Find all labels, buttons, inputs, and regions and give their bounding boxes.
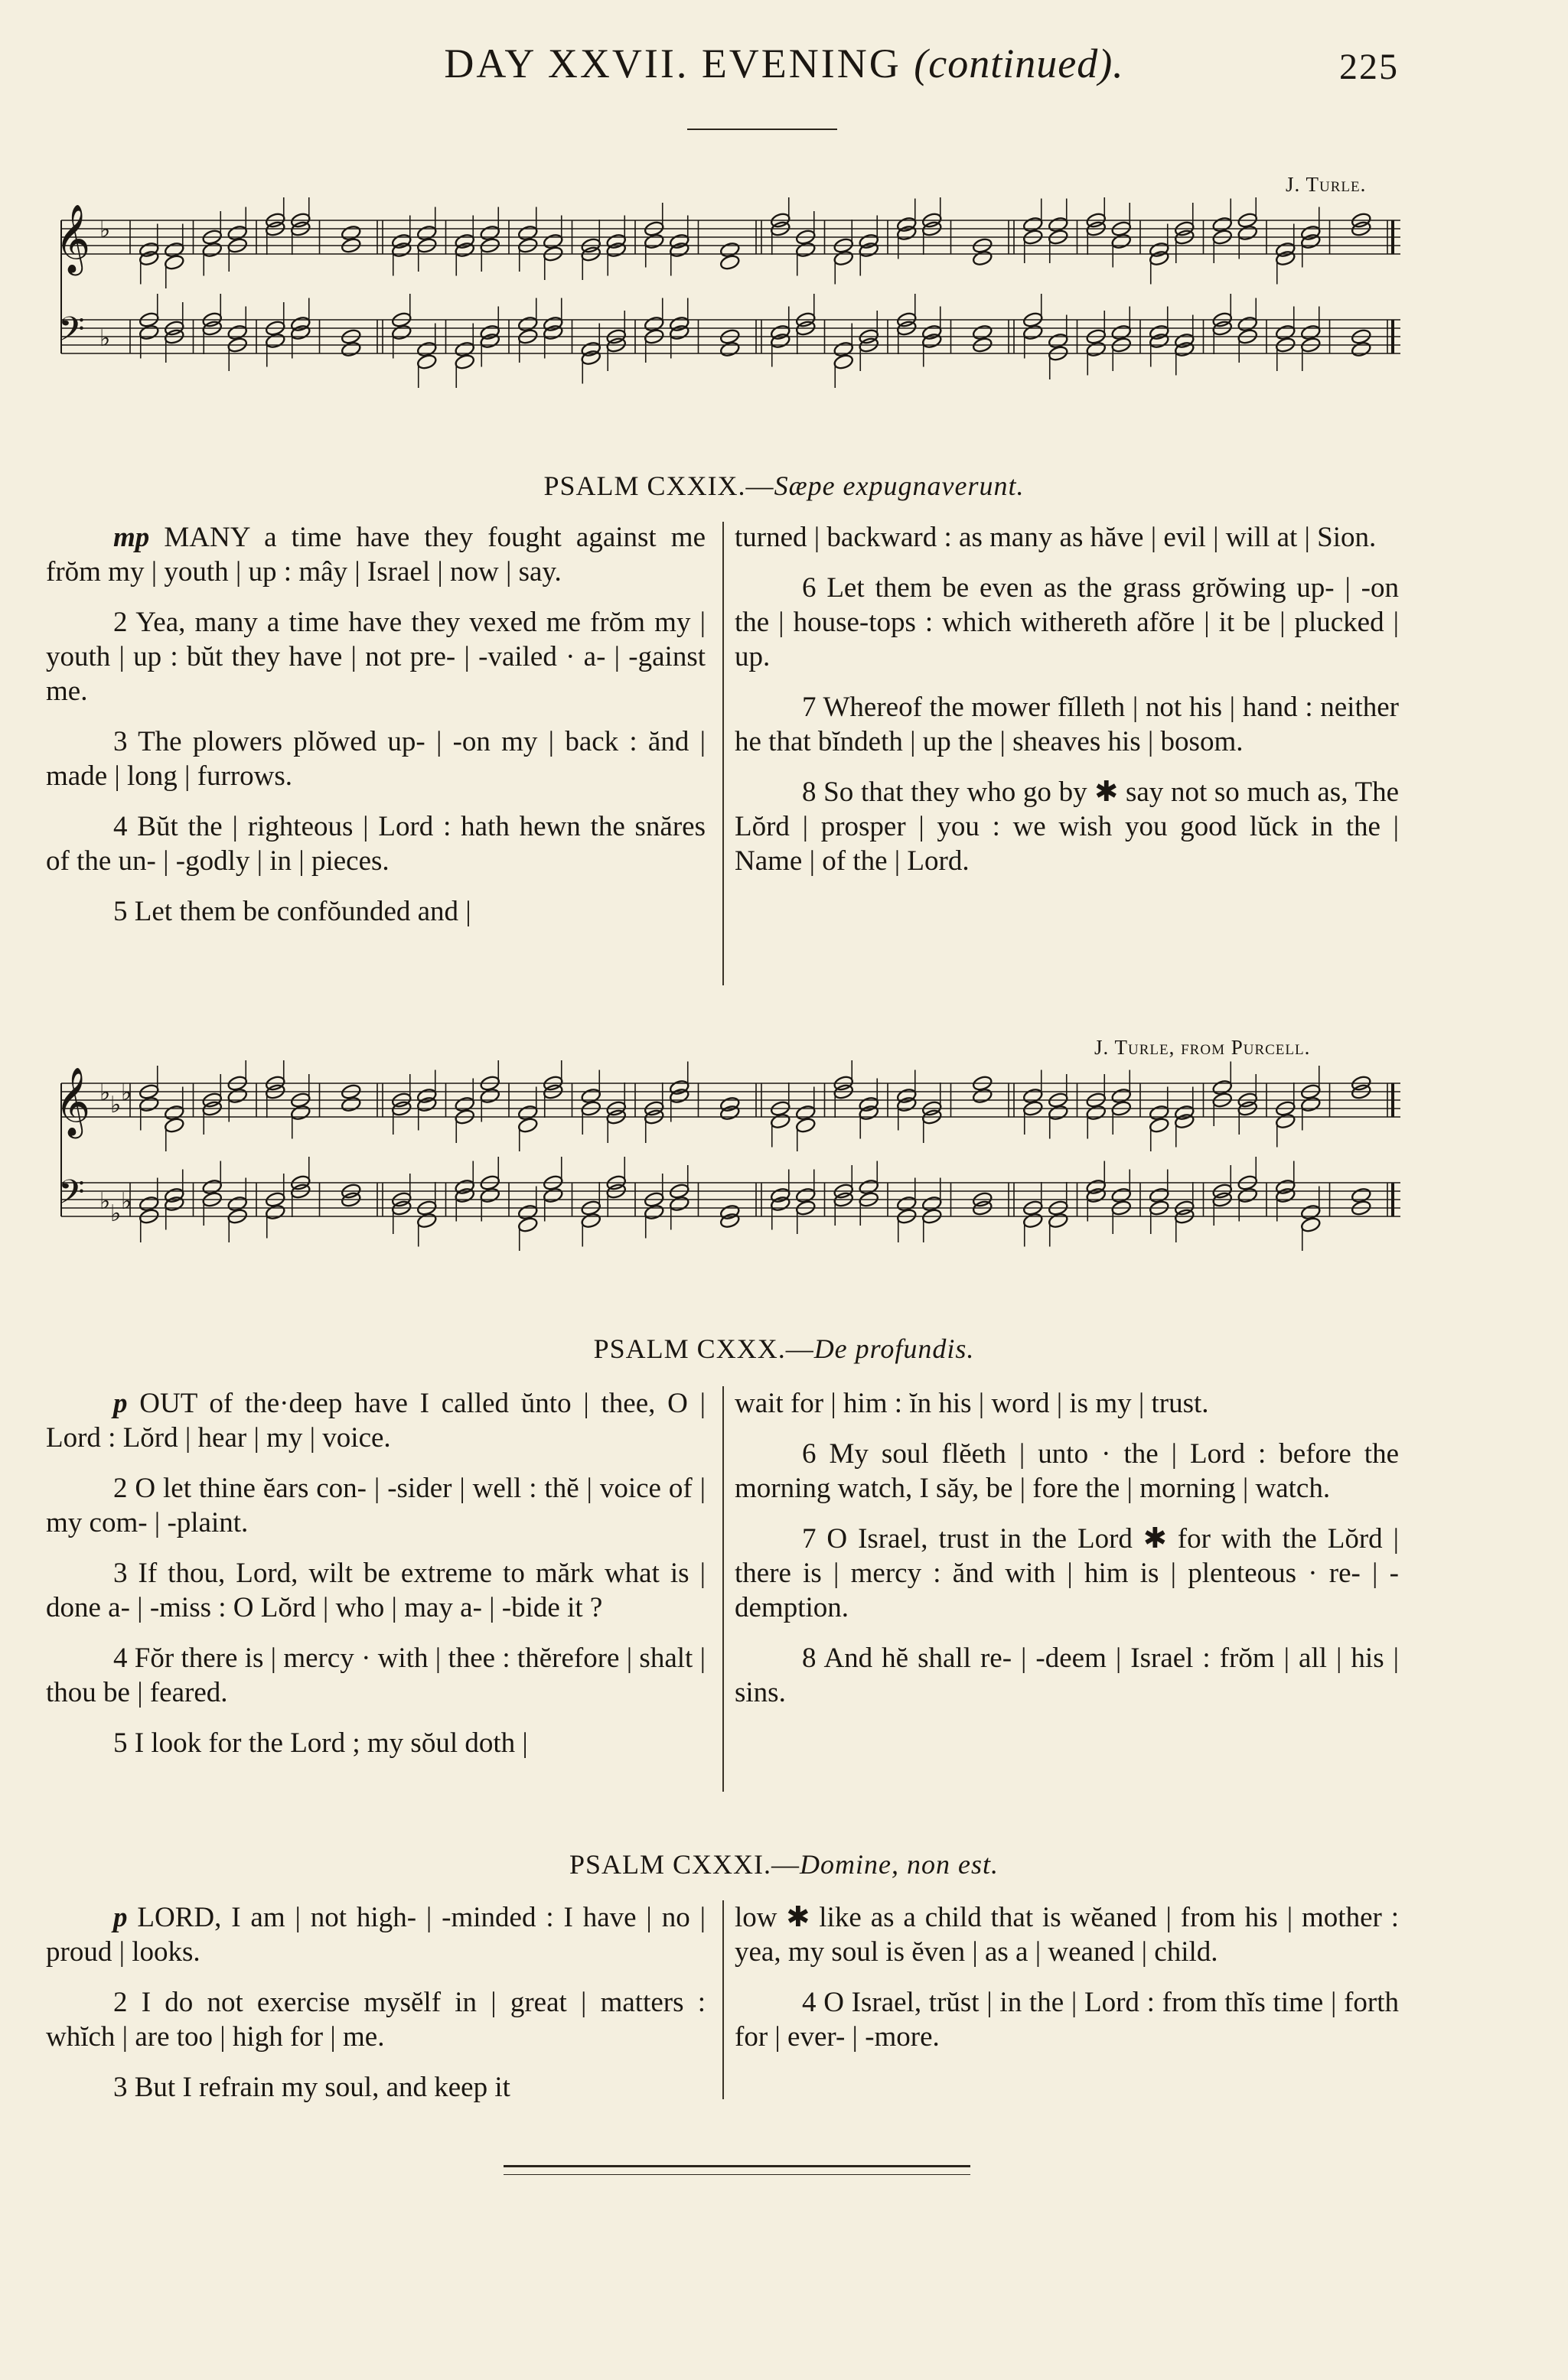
verse-text: 7 O Israel, trust in the Lord ✱ for with the Lŏrd | there is | mercy : ănd with | him is | plenteous · re- | -demption. xyxy=(735,1523,1399,1623)
note-head xyxy=(858,241,879,258)
note-head xyxy=(1174,1112,1195,1129)
page-number: 225 xyxy=(1339,47,1399,87)
note-head xyxy=(1149,1117,1170,1134)
chant-1-composer: J. Turle. xyxy=(1286,173,1367,196)
psalm-130-latin-title: De profundis. xyxy=(813,1333,975,1364)
verse-text: 3 But I refrain my soul, and keep it xyxy=(113,2072,510,2103)
note-head xyxy=(669,241,690,258)
page-title xyxy=(0,40,1568,87)
note-head xyxy=(833,249,854,266)
note-head xyxy=(290,324,311,340)
note-head xyxy=(605,241,627,258)
note-head xyxy=(139,324,160,340)
flat-icon: ♭ xyxy=(99,326,111,351)
note-head xyxy=(1048,1104,1069,1121)
note-head xyxy=(795,1117,817,1134)
verse xyxy=(735,1522,1399,1625)
flat-icon: ♭ xyxy=(99,1080,111,1105)
note-head xyxy=(1149,332,1170,349)
title-rule xyxy=(687,129,837,130)
verse xyxy=(46,724,706,793)
verse xyxy=(735,1900,1399,1969)
verse-text: 5 I look for the Lord ; my sŏul doth | xyxy=(113,1727,528,1759)
note-head xyxy=(1085,1104,1107,1121)
verse xyxy=(46,1641,706,1710)
psalm-131-left-column xyxy=(46,1900,706,2121)
psalm-131-number: PSALM CXXXI.— xyxy=(569,1849,800,1880)
verse-text: turned | backward : as many as hăve | evil | will at | Sion. xyxy=(735,522,1377,553)
psalm-129-latin-title: Sæpe expugnaverunt. xyxy=(774,470,1025,501)
note-head xyxy=(1174,340,1195,357)
column-divider xyxy=(722,522,724,985)
note-head xyxy=(719,340,741,357)
note-head xyxy=(972,1087,993,1104)
flat-icon: ♭ xyxy=(121,1080,132,1105)
note-head xyxy=(1300,1216,1322,1233)
verse xyxy=(46,1900,706,1969)
flat-icon: ♭ xyxy=(110,1092,122,1118)
flat-icon: ♭ xyxy=(110,1201,122,1226)
note-head xyxy=(416,1212,438,1229)
note-head xyxy=(454,1187,475,1203)
note-head xyxy=(1085,1187,1107,1203)
flat-icon: ♭ xyxy=(99,217,111,243)
note-head xyxy=(580,349,601,366)
note-head xyxy=(972,249,993,266)
note-head xyxy=(265,332,286,349)
note-head xyxy=(1275,249,1296,266)
note-head xyxy=(164,1195,185,1212)
verse-text: 5 Let them be confŏunded and | xyxy=(113,896,471,927)
note-head xyxy=(543,1187,564,1203)
closing-rule-upper xyxy=(504,2165,970,2167)
psalm-129-number: PSALM CXXIX.— xyxy=(543,470,774,501)
note-head xyxy=(1085,340,1107,357)
note-head xyxy=(391,324,412,340)
note-head xyxy=(139,1096,160,1112)
column-divider xyxy=(722,1386,724,1792)
note-head xyxy=(454,353,475,370)
column-divider xyxy=(722,1900,724,2099)
note-head xyxy=(227,1087,248,1104)
verse-text: 8 So that they who go by ✱ say not so much as, The Lŏrd | prosper | you : we wish you good lŭck in the | Name | of the | Lord. xyxy=(735,777,1399,877)
note-head xyxy=(669,1195,690,1212)
psalm-131-right-column xyxy=(735,1900,1399,2070)
page-title-continued: (continued). xyxy=(914,41,1124,86)
note-head xyxy=(719,1212,741,1229)
verse xyxy=(46,1985,706,2054)
verse xyxy=(735,520,1399,555)
verse-text: 2 Yea, many a time have they vexed me frŏm my | youth | up : bŭt they have | not pre- | -vailed · a- | -gainst me. xyxy=(46,607,706,707)
note-head xyxy=(1275,1187,1296,1203)
note-head xyxy=(416,1096,438,1112)
verse xyxy=(46,1471,706,1540)
note-head xyxy=(201,241,223,258)
note-head xyxy=(795,241,817,258)
note-head xyxy=(1351,340,1372,357)
note-head xyxy=(416,353,438,370)
psalm-129-left-column xyxy=(46,520,706,945)
psalm-129-heading xyxy=(0,470,1568,502)
verse xyxy=(46,809,706,878)
closing-rule-lower xyxy=(504,2174,970,2175)
note-head xyxy=(1275,1112,1296,1129)
verse-text: 4 Fŏr there is | mercy · with | thee : thĕrefore | shalt | thou be | feared. xyxy=(46,1643,706,1708)
note-head xyxy=(644,233,665,249)
note-head xyxy=(858,1104,879,1121)
verse xyxy=(46,2070,706,2105)
note-head xyxy=(644,1203,665,1220)
verse-text: 8 And hĕ shall re- | -deem | Israel : frŏm | all | his | sins. xyxy=(735,1643,1399,1708)
note-head xyxy=(1237,1187,1258,1203)
verse xyxy=(46,520,706,589)
note-head xyxy=(290,1104,311,1121)
verse-text: LORD, I am | not high- | -minded : I have | no | proud | looks. xyxy=(46,1902,706,1968)
verse xyxy=(46,605,706,708)
verse xyxy=(46,1726,706,1760)
psalm-130-heading xyxy=(0,1333,1568,1365)
note-head xyxy=(164,1117,185,1134)
dynamic-marking: p xyxy=(113,1388,128,1419)
bass-clef-icon: 𝄢 xyxy=(58,309,85,357)
dynamic-marking: p xyxy=(113,1902,128,1933)
page-title-main: DAY XXVII. EVENING xyxy=(444,41,901,86)
note-head xyxy=(341,1096,362,1112)
note-head xyxy=(719,1104,741,1121)
verse xyxy=(735,690,1399,759)
verse xyxy=(735,571,1399,674)
note-head xyxy=(719,254,741,271)
note-head xyxy=(391,241,412,258)
note-head xyxy=(921,332,943,349)
verse xyxy=(735,1985,1399,2054)
note-head xyxy=(770,1112,791,1129)
note-head xyxy=(139,249,160,266)
verse xyxy=(46,1556,706,1625)
psalm-129-right-column xyxy=(735,520,1399,894)
psalm-131-heading xyxy=(0,1848,1568,1880)
note-head xyxy=(1300,1096,1322,1112)
verse-text: OUT of the·deep have I called ŭnto | thee, O | Lord : Lŏrd | hear | my | voice. xyxy=(46,1388,706,1454)
verse xyxy=(46,894,706,929)
note-head xyxy=(265,1203,286,1220)
bass-clef-icon: 𝄢 xyxy=(58,1172,85,1220)
chant-1-score xyxy=(46,197,1408,419)
note-head xyxy=(1110,233,1132,249)
verse xyxy=(735,775,1399,878)
psalm-130-number: PSALM CXXX.— xyxy=(593,1333,814,1364)
verse-text: 6 My soul flĕeth | unto · the | Lord : before the morning watch, I săy, be | fore the | morning | watch. xyxy=(735,1438,1399,1504)
chant-2-score xyxy=(46,1060,1408,1282)
note-head xyxy=(543,324,564,340)
note-head xyxy=(517,1216,539,1233)
verse xyxy=(735,1641,1399,1710)
verse-text: 3 The plowers plŏwed up- | -on my | back : ănd | made | long | furrows. xyxy=(46,726,706,792)
psalm-130-left-column xyxy=(46,1386,706,1776)
note-head xyxy=(479,1087,500,1104)
psalm-130-right-column xyxy=(735,1386,1399,1726)
note-head xyxy=(580,1212,601,1229)
flat-icon: ♭ xyxy=(99,1189,111,1214)
note-head xyxy=(1048,1212,1069,1229)
note-head xyxy=(164,254,185,271)
note-head xyxy=(517,1117,539,1134)
verse xyxy=(735,1437,1399,1506)
chant-2-composer: J. Turle, from Purcell. xyxy=(1094,1036,1311,1059)
note-head xyxy=(669,324,690,340)
note-head xyxy=(1022,1212,1044,1229)
note-head xyxy=(770,1195,791,1212)
verse-text: wait for | him : ĭn his | word | is my | trust. xyxy=(735,1388,1209,1419)
verse-text: 6 Let them be even as the grass grŏwing up- | -on the | house-tops : which withereth afŏre | it be | plucked | up. xyxy=(735,572,1399,672)
treble-clef-icon: 𝄞 xyxy=(55,204,91,273)
psalm-131-latin-title: Domine, non est. xyxy=(800,1849,999,1880)
verse-text: MANY a time have they fought against me frŏm my | youth | up : mây | Israel | now | say. xyxy=(46,522,706,588)
verse-text: 2 O let thine ĕars con- | -sider | well : thĕ | voice of | my com- | -plaint. xyxy=(46,1473,706,1538)
note-head xyxy=(341,340,362,357)
note-head xyxy=(896,224,918,241)
note-head xyxy=(1022,324,1044,340)
note-head xyxy=(1300,233,1322,249)
note-head xyxy=(454,241,475,258)
note-head xyxy=(833,353,854,370)
verse-text: 4 O Israel, trŭst | in the | Lord : from thĭs time | forth for | ever- | -more. xyxy=(735,1987,1399,2053)
verse-text: 4 Bŭt the | righteous | Lord : hath hewn the snăres of the un- | -godly | in | pieces. xyxy=(46,811,706,877)
verse-text: 7 Whereof the mower fĭlleth | not his | hand : neither he that bĭndeth | up the | sheaves his | bosom. xyxy=(735,692,1399,757)
treble-clef-icon: 𝄞 xyxy=(55,1067,91,1136)
note-head xyxy=(479,332,500,349)
note-head xyxy=(1149,249,1170,266)
verse xyxy=(46,1386,706,1455)
verse-text: low ✱ like as a child that is wĕaned | from his | mother : yea, my soul is ĕven | as a | weaned | child. xyxy=(735,1902,1399,1968)
verse xyxy=(735,1386,1399,1421)
verse-text: 2 I do not exercise mysĕlf in | great | matters : whĭch | are too | high for | me. xyxy=(46,1987,706,2053)
dynamic-marking: mp xyxy=(113,522,150,553)
note-head xyxy=(770,332,791,349)
flat-icon: ♭ xyxy=(121,1189,132,1214)
note-head xyxy=(1237,224,1258,241)
verse-text: 3 If thou, Lord, wilt be extreme to mărk what is | done a- | -miss : O Lŏrd | who | may a- | -bide it ? xyxy=(46,1558,706,1623)
note-head xyxy=(896,1096,918,1112)
note-head xyxy=(669,1087,690,1104)
note-head xyxy=(479,1187,500,1203)
